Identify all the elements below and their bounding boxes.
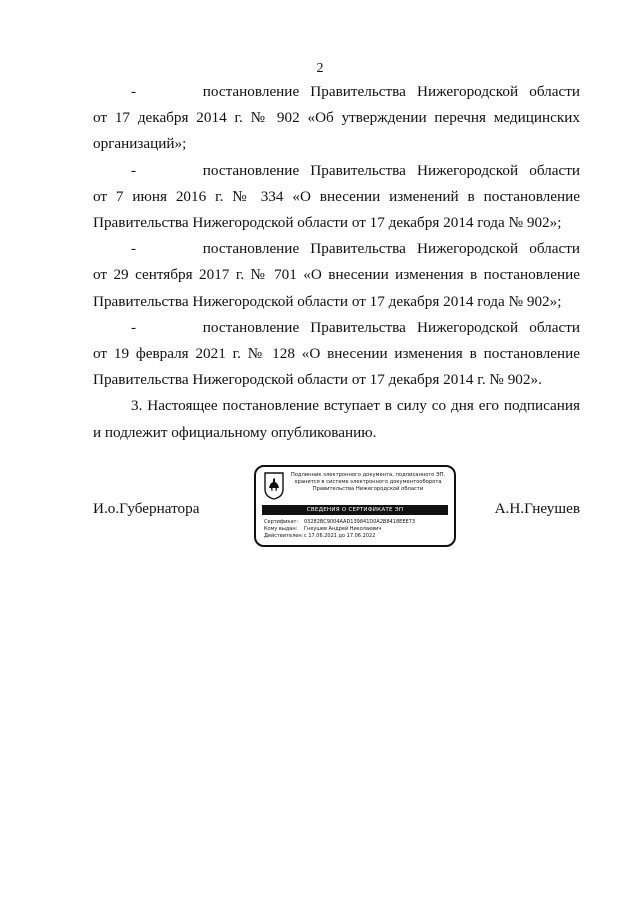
page-number: 2: [316, 61, 324, 76]
stamp-header: [264, 472, 448, 504]
coat-of-arms-icon: [264, 472, 284, 500]
certificate-info-bar: СВЕДЕНИЯ О СЕРТИФИКАТЕ ЭП: [262, 505, 448, 515]
list-item-line: от 17 декабря 2014 г. № 902 «Об утверждении перечня медицинских: [93, 109, 580, 127]
stamp-header-text: [288, 472, 448, 493]
certificate-details: [264, 519, 448, 541]
list-item-line: от 7 июня 2016 г. № 334 «О внесении изменений в постановление: [93, 187, 580, 205]
signatory-position: И.о.Губернатора: [93, 500, 200, 517]
valid-label: Действителен:: [264, 533, 304, 540]
list-item-line: - постановление Правительства Нижегородской области: [131, 240, 580, 258]
list-item: [93, 315, 580, 394]
valid-value: с 17.06.2021 до 17.06.2022: [304, 533, 376, 540]
issued-to-label: Кому выдан:: [264, 526, 298, 533]
stamp-header-line: хранится в системе электронного документооборота: [294, 479, 442, 485]
list-item: [93, 158, 580, 237]
issued-to-value: Гнеушев Андрей Николаевич: [304, 526, 382, 533]
document-body: [93, 79, 580, 446]
certificate-value: 03282BC9004AAD139841D0A2B8418EEE73: [304, 519, 416, 525]
list-item: [93, 236, 580, 315]
paragraph-effective-date: 3. Настоящее постановление вступает в силу со дня его подписания и подлежит официальному опубликованию.: [93, 397, 580, 441]
list-item-line: - постановление Правительства Нижегородской области: [131, 83, 580, 100]
signatory-name: А.Н.Гнеушев: [494, 500, 580, 517]
stamp-header-line: Правительства Нижегородской области: [312, 486, 424, 492]
stamp-header-line: Подлинник электронного документа, подписанного ЭП,: [290, 472, 446, 478]
electronic-signature-stamp: [254, 465, 456, 547]
list-item-line: от 29 сентября 2017 г. № 701 «О внесении изменения в постановление: [93, 266, 580, 284]
list-item-line: - постановление Правительства Нижегородской области: [131, 318, 580, 336]
valid-row: [264, 533, 448, 540]
signature-block: [93, 464, 580, 550]
list-item-line: - постановление Правительства Нижегородской области: [131, 161, 580, 179]
certificate-label: Сертификат:: [264, 519, 299, 525]
list-item-line: Правительства Нижегородской области от 17 декабря 2014 г. № 902».: [93, 371, 542, 389]
list-item-line: Правительства Нижегородской области от 17 декабря 2014 года № 902»;: [93, 214, 562, 232]
list-item: [93, 79, 580, 158]
list-item-line: от 19 февраля 2021 г. № 128 «О внесении изменения в постановление: [93, 345, 580, 363]
list-item-line: Правительства Нижегородской области от 17 декабря 2014 года № 902»;: [93, 292, 562, 310]
list-item-line: организаций»;: [93, 135, 187, 153]
